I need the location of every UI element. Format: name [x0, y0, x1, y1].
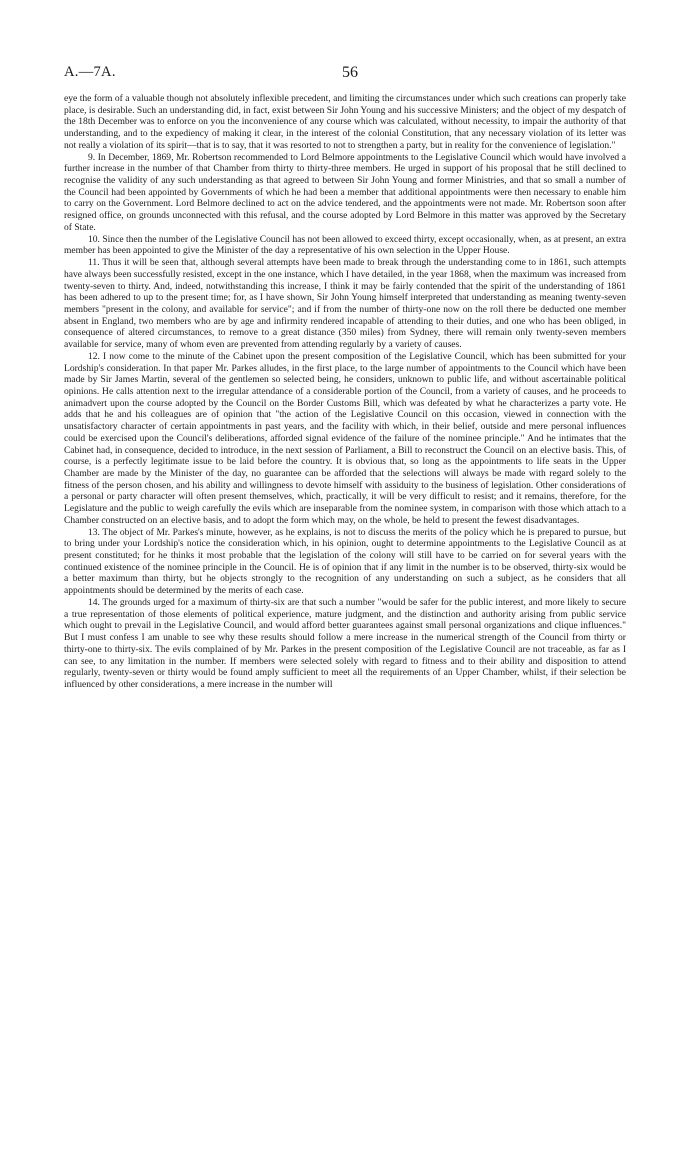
page-number: 56 [342, 64, 358, 81]
document-reference: A.—7A. [64, 64, 116, 80]
paragraph-10: 10. Since then the number of the Legislative Council has not been allowed to exceed thirty, except occasionally, when, as at present, an extra member has been appointed to give the Minister of the day a representative of his own selection in the Upper House. [64, 233, 626, 257]
document-body [64, 93, 626, 691]
page-header [0, 64, 700, 86]
paragraph-continuation: eye the form of a valuable though not absolutely inflexible precedent, and limiting the circumstances under which such creations can properly take place, is desirable. Such an understanding did, in fact, exist between Sir John Young and his successive Ministers; and the object of my despatch of the 18th December was to enforce on you the inconvenience of any course which was calculated, without necessity, to impair the authority of that understanding, and to the expediency of making it clear, in the interest of the colonial Constitution, that any necessary violation of its letter was not really a violation of its spirit—that is to say, that it was resorted to not to strengthen a party, but in reality for the convenience of legislation." [64, 93, 626, 151]
paragraph-9: 9. In December, 1869, Mr. Robertson recommended to Lord Belmore appointments to the Legislative Council which would have involved a further increase in the number of that Chamber from thirty to thirty-three members. He urged in support of his proposal that he still declined to recognise the validity of any such understanding as that agreed to between Sir John Young and former Ministries, and that so small a number of the Council had been appointed by Governments of which he had been a member that additional appointments were then necessary to enable him to carry on the Government. Lord Belmore declined to act on the advice tendered, and the appointments were not made. Mr. Robertson soon after resigned office, on grounds unconnected with this refusal, and the course adopted by Lord Belmore in this matter was approved by the Secretary of State. [64, 151, 626, 233]
paragraph-11: 11. Thus it will be seen that, although several attempts have been made to break through the understanding come to in 1861, such attempts have always been successfully resisted, except in the one instance, which I have detailed, in the year 1868, when the maximum was increased from twenty-seven to thirty. And, indeed, notwithstanding this increase, I think it may be fairly contended that the spirit of the understanding of 1861 has been adhered to up to the present time; for, as I have shown, Sir John Young himself interpreted that understanding as meaning twenty-seven members "present in the colony, and available for service"; and if from the number of thirty-one now on the roll there be deducted one member absent in England, two members who are by age and infirmity rendered incapable of attending to their duties, and one who has been obliged, in consequence of altered circumstances, to remove to a great distance (350 miles) from Sydney, there will remain only twenty-seven members available for service, many of whom even are prevented from attending regularly by a variety of causes. [64, 257, 626, 351]
paragraph-13: 13. The object of Mr. Parkes's minute, however, as he explains, is not to discuss the merits of the policy which he is prepared to pursue, but to bring under your Lordship's notice the consideration which, in his opinion, ought to determine appointments to the Legislative Council as at present constituted; for he thinks it most probable that the legislation of the colony will still have to be carried on for several years with the continued existence of the nominee principle in the Council. He is of opinion that if any limit in the number is to be observed, thirty-six would be a better maximum than thirty, but he objects strongly to the recognition of any understanding on such a subject, as he considers that all appointments should be determined by the merits of each case. [64, 526, 626, 597]
paragraph-12: 12. I now come to the minute of the Cabinet upon the present composition of the Legislative Council, which has been submitted for your Lordship's consideration. In that paper Mr. Parkes alludes, in the first place, to the large number of appointments to the Council which have been made by Sir James Martin, several of the gentlemen so selected being, he considers, unknown to public life, and without ascertainable political opinions. He calls attention next to the irregular attendance of a considerable portion of the Council, from a variety of causes, and he proceeds to animadvert upon the course adopted by the Council on the Border Customs Bill, which was defeated by what he characterizes a party vote. He adds that he and his colleagues are of opinion that "the action of the Legislative Council on this occasion, viewed in connection with the unsatisfactory character of certain appointments in past years, and the facility with which, in their belief, outside and mere personal influences could be exercised upon the Council's deliberations, afforded signal evidence of the failure of the nominee principle." And he intimates that the Cabinet had, in consequence, decided to introduce, in the next session of Parliament, a Bill to reconstruct the Council on an elective basis. This, of course, is a perfectly legitimate issue to be laid before the country. It is obvious that, so long as the appointments to life seats in the Upper Chamber are made by the Minister of the day, no guarantee can be afforded that the selections will always be made with regard solely to the fitness of the person chosen, and his ability and willingness to devote himself with assiduity to the business of legislation. Other considerations of a personal or party character will often present themselves, which, practically, it will be very difficult to resist; and it remains, therefore, for the Legislature and the public to weigh carefully the evils which are inseparable from the nominee system, in comparison with those which attach to a Chamber constructed on an elective basis, and to adopt the form which may, on the whole, be held to present the fewest disadvantages. [64, 350, 626, 526]
paragraph-14: 14. The grounds urged for a maximum of thirty-six are that such a number "would be safer for the public interest, and more likely to secure a true representation of those elements of political experience, mature judgment, and the distinction and authority arising from public service which ought to prevail in the Legislative Council, and would afford better guarantees against small personal organizations and clique influences." But I must confess I am unable to see why these results should follow a mere increase in the numerical strength of the Council from thirty or thirty-one to thirty-six. The evils complained of by Mr. Parkes in the present composition of the Legislative Council are not traceable, as far as I can see, to any limitation in the number. If members were selected solely with regard to fitness and to their ability and disposition to attend regularly, twenty-seven or thirty would be found amply sufficient to meet all the requirements of an Upper Chamber, whilst, if their selection be influenced by other considerations, a mere increase in the number will [64, 596, 626, 690]
